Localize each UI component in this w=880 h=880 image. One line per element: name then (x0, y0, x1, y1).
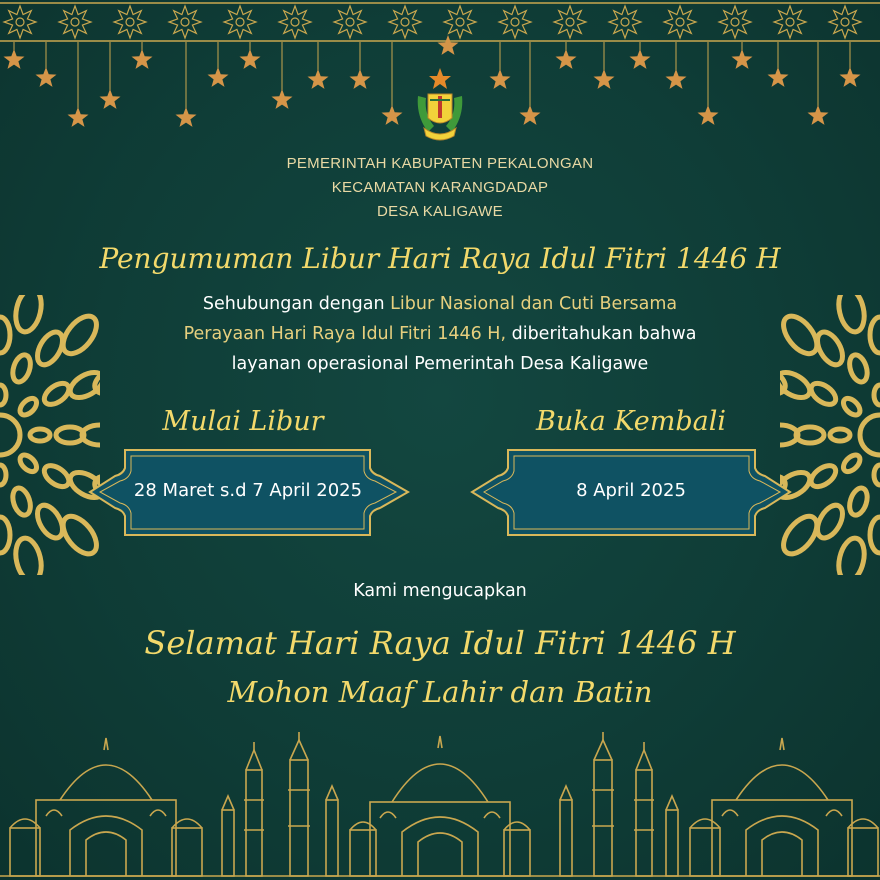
start-date-value: 28 Maret s.d 7 April 2025 (133, 480, 363, 501)
intro-line-1-highlight: Libur Nasional dan Cuti Bersama (390, 294, 678, 314)
header-line-3: DESA KALIGAWE (377, 203, 503, 220)
reopen-label: Buka Kembali (536, 406, 726, 437)
intro-line-1-plain: Sehubungan dengan (202, 294, 391, 314)
right-mosque (690, 738, 878, 876)
page-title: Pengumuman Libur Hari Raya Idul Fitri 1446 H (99, 242, 781, 275)
center-mosque (350, 736, 530, 876)
right-minarets (560, 732, 678, 876)
mosque-skyline (0, 730, 880, 880)
intro-line-2-plain: diberitahukan bahwa (506, 324, 697, 344)
intro-line-3: layanan operasional Pemerintah Desa Kaligawe (231, 354, 649, 374)
header-line-1: PEMERINTAH KABUPATEN PEKALONGAN (286, 155, 594, 172)
intro-line-2-highlight: Perayaan Hari Raya Idul Fitri 1446 H, (183, 324, 507, 344)
apology-line: Mohon Maaf Lahir dan Batin (227, 675, 653, 709)
greeting-line: Selamat Hari Raya Idul Fitri 1446 H (144, 624, 736, 662)
closing-intro: Kami mengucapkan (353, 581, 527, 601)
start-label: Mulai Libur (162, 406, 324, 437)
reopen-date-value: 8 April 2025 (576, 480, 686, 501)
left-minarets (222, 732, 338, 876)
header-line-2: KECAMATAN KARANGDADAP (331, 179, 549, 196)
left-mosque (10, 738, 202, 876)
